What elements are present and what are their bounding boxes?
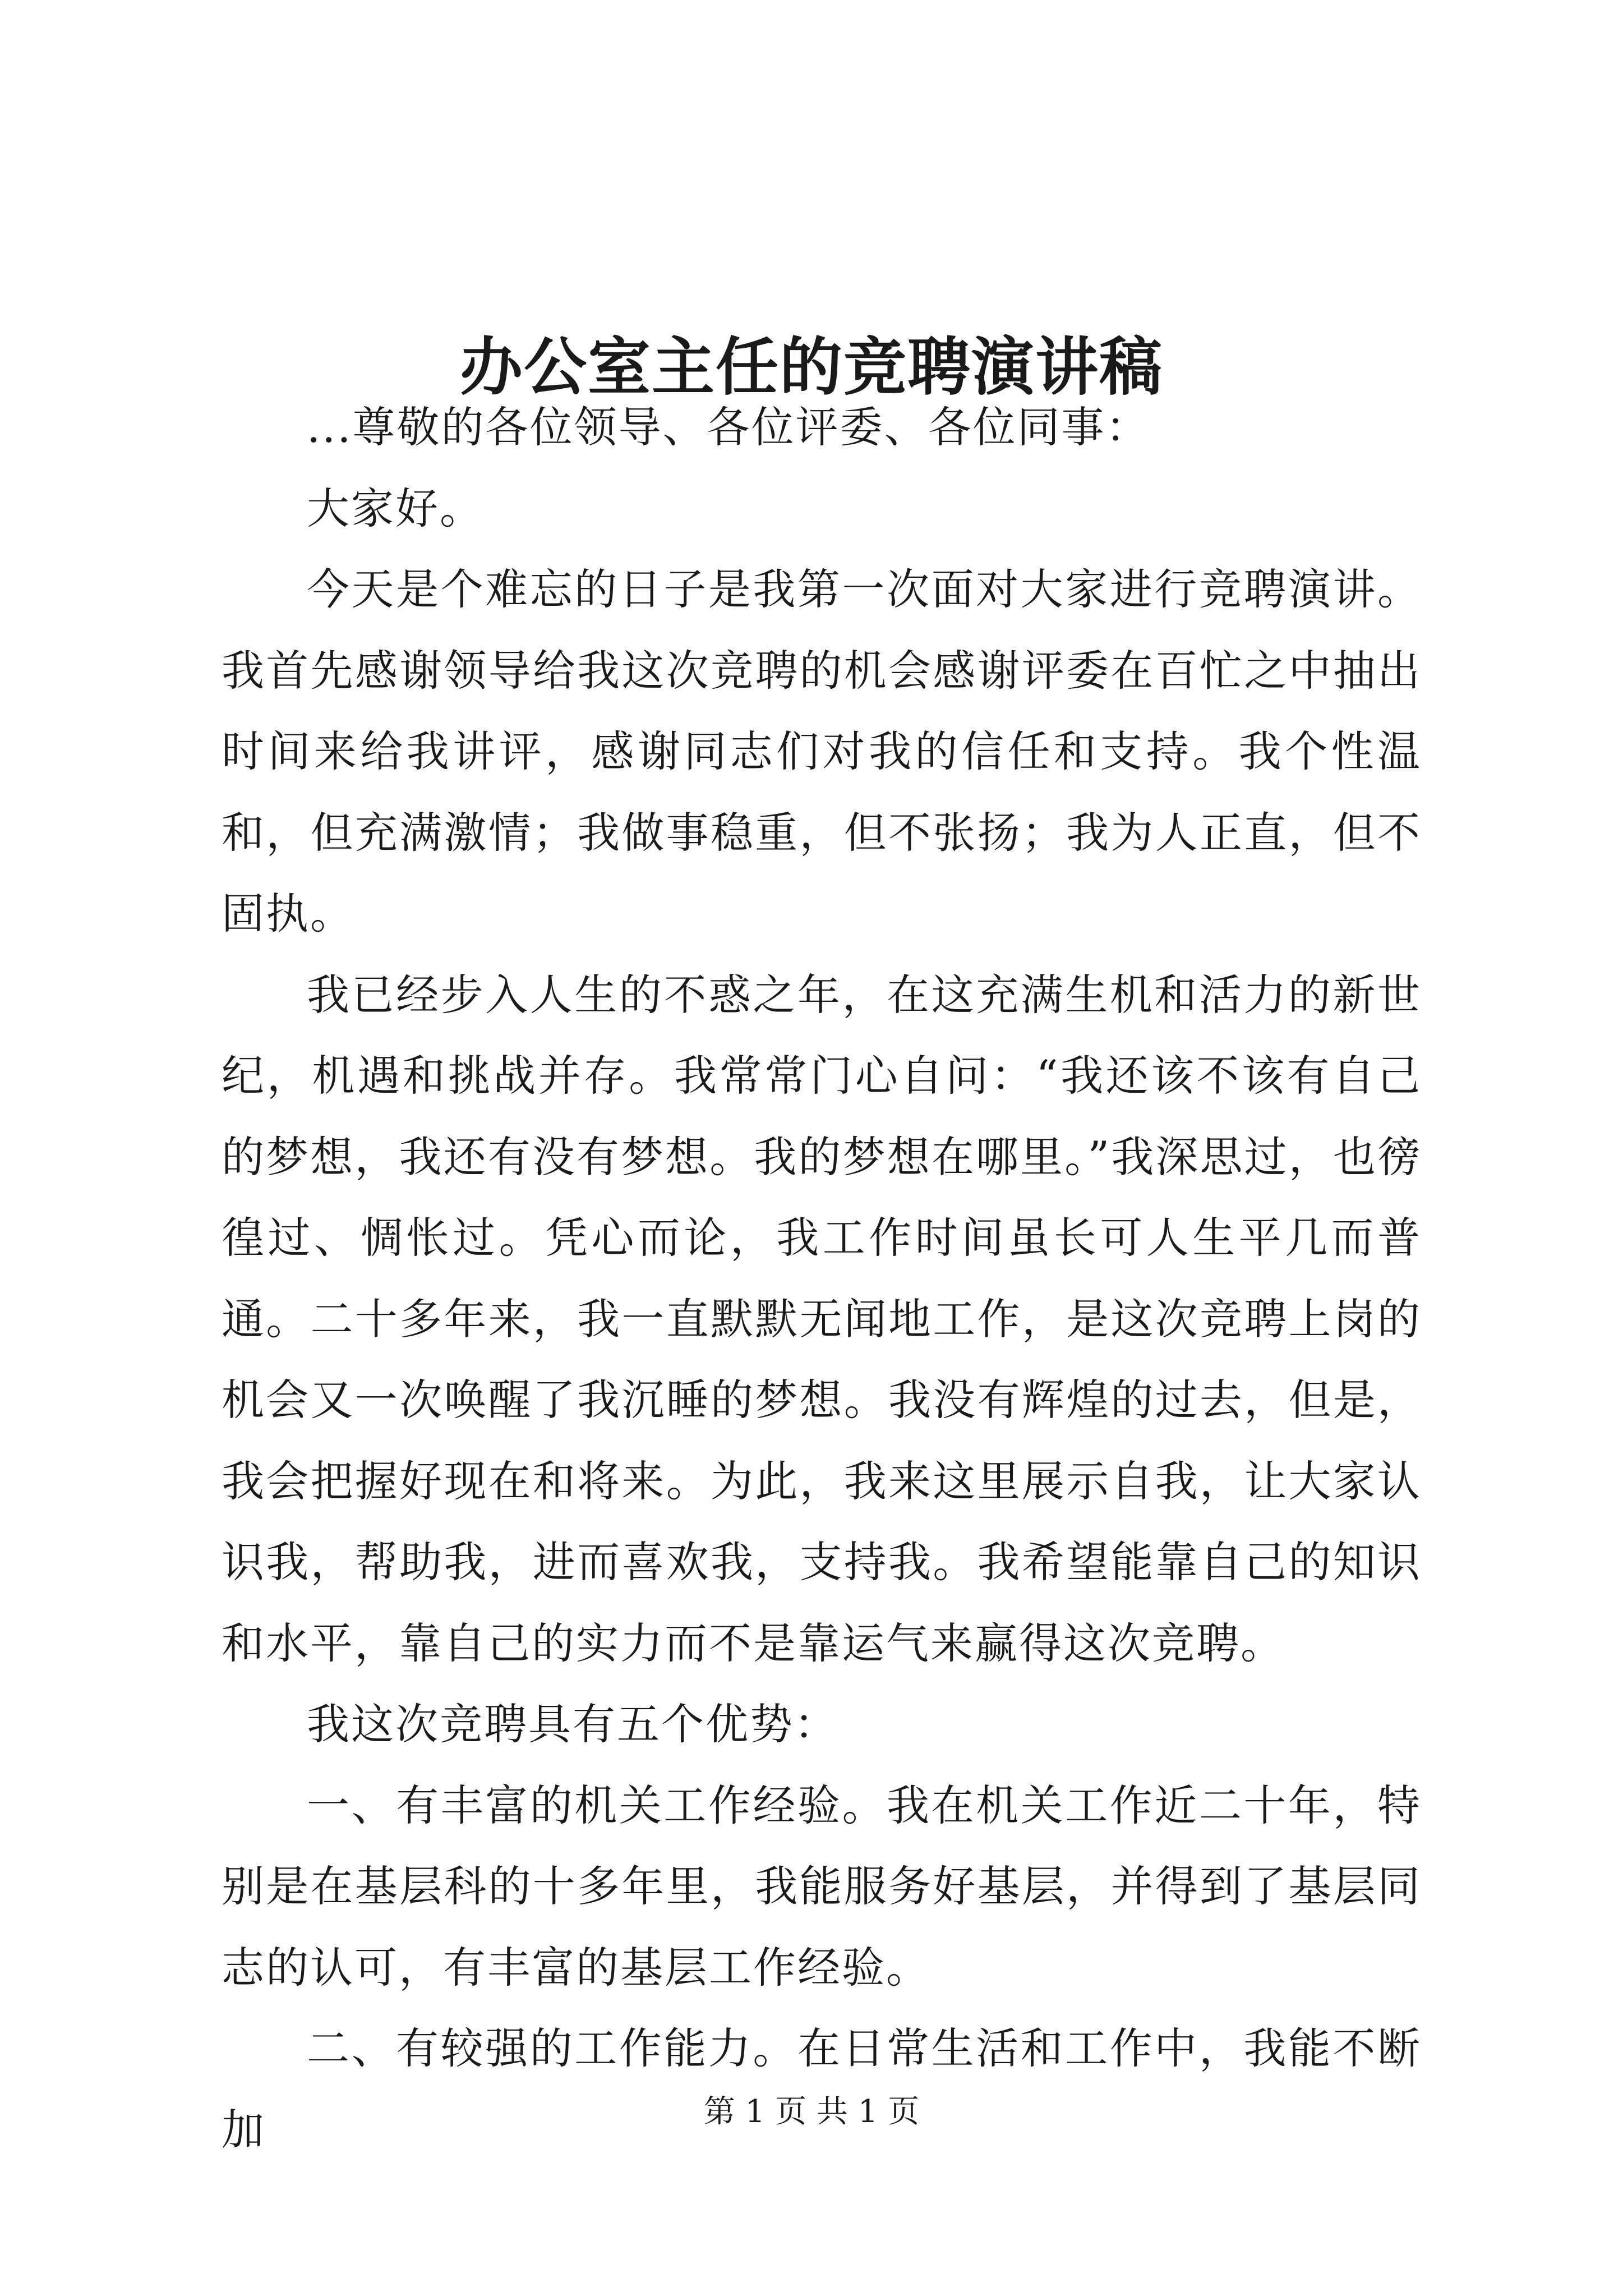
salutation-paragraph: ...尊敬的各位领导、各位评委、各位同事： — [307, 402, 1150, 452]
body-paragraph: 一、有丰富的机关工作经验。我在机关工作近二十年，特别是在基层科的十多年里，我能服务好基层，并得到了基层同志的认可，有丰富的基层工作经验。 — [222, 1780, 1422, 1993]
page-footer: 第 1 页 共 1 页 — [703, 2093, 920, 2130]
body-paragraph: 我已经步入人生的不惑之年，在这充满生机和活力的新世纪，机遇和挑战并存。我常常门心自问：“我还该不该有自己的梦想，我还有没有梦想。我的梦想在哪里。”我深思过，也徬徨过、惆怅过。凭心而论，我工作时间虽长可人生平几而普通。二十多年来，我一直默默无闻地工作，是这次竞聘上岗的机会又一次唤醒了我沉睡的梦想。我没有辉煌的过去，但是，我会把握好现在和将来。为此，我来这里展示自我，让大家认识我，帮助我，进而喜欢我，支持我。我希望能靠自己的知识和水平，靠自己的实力而不是靠运气来赢得这次竞聘。 — [222, 969, 1422, 1668]
document-body — [222, 387, 1422, 2170]
body-paragraph: 二、有较强的工作能力。在日常生活和工作中，我能不断加 — [222, 2023, 1422, 2155]
body-paragraph: 今天是个难忘的日子是我第一次面对大家进行竞聘演讲。我首先感谢领导给我这次竞聘的机会感谢评委在百忙之中抽出时间来给我讲评，感谢同志们对我的信任和支持。我个性温和，但充满激情；我做事稳重，但不张扬；我为人正直，但不固执。 — [222, 564, 1422, 938]
body-paragraph: 我这次竞聘具有五个优势： — [307, 1699, 838, 1749]
document-title: 办公室主任的竞聘演讲稿 — [460, 330, 1163, 404]
greeting-paragraph: 大家好。 — [307, 483, 484, 533]
